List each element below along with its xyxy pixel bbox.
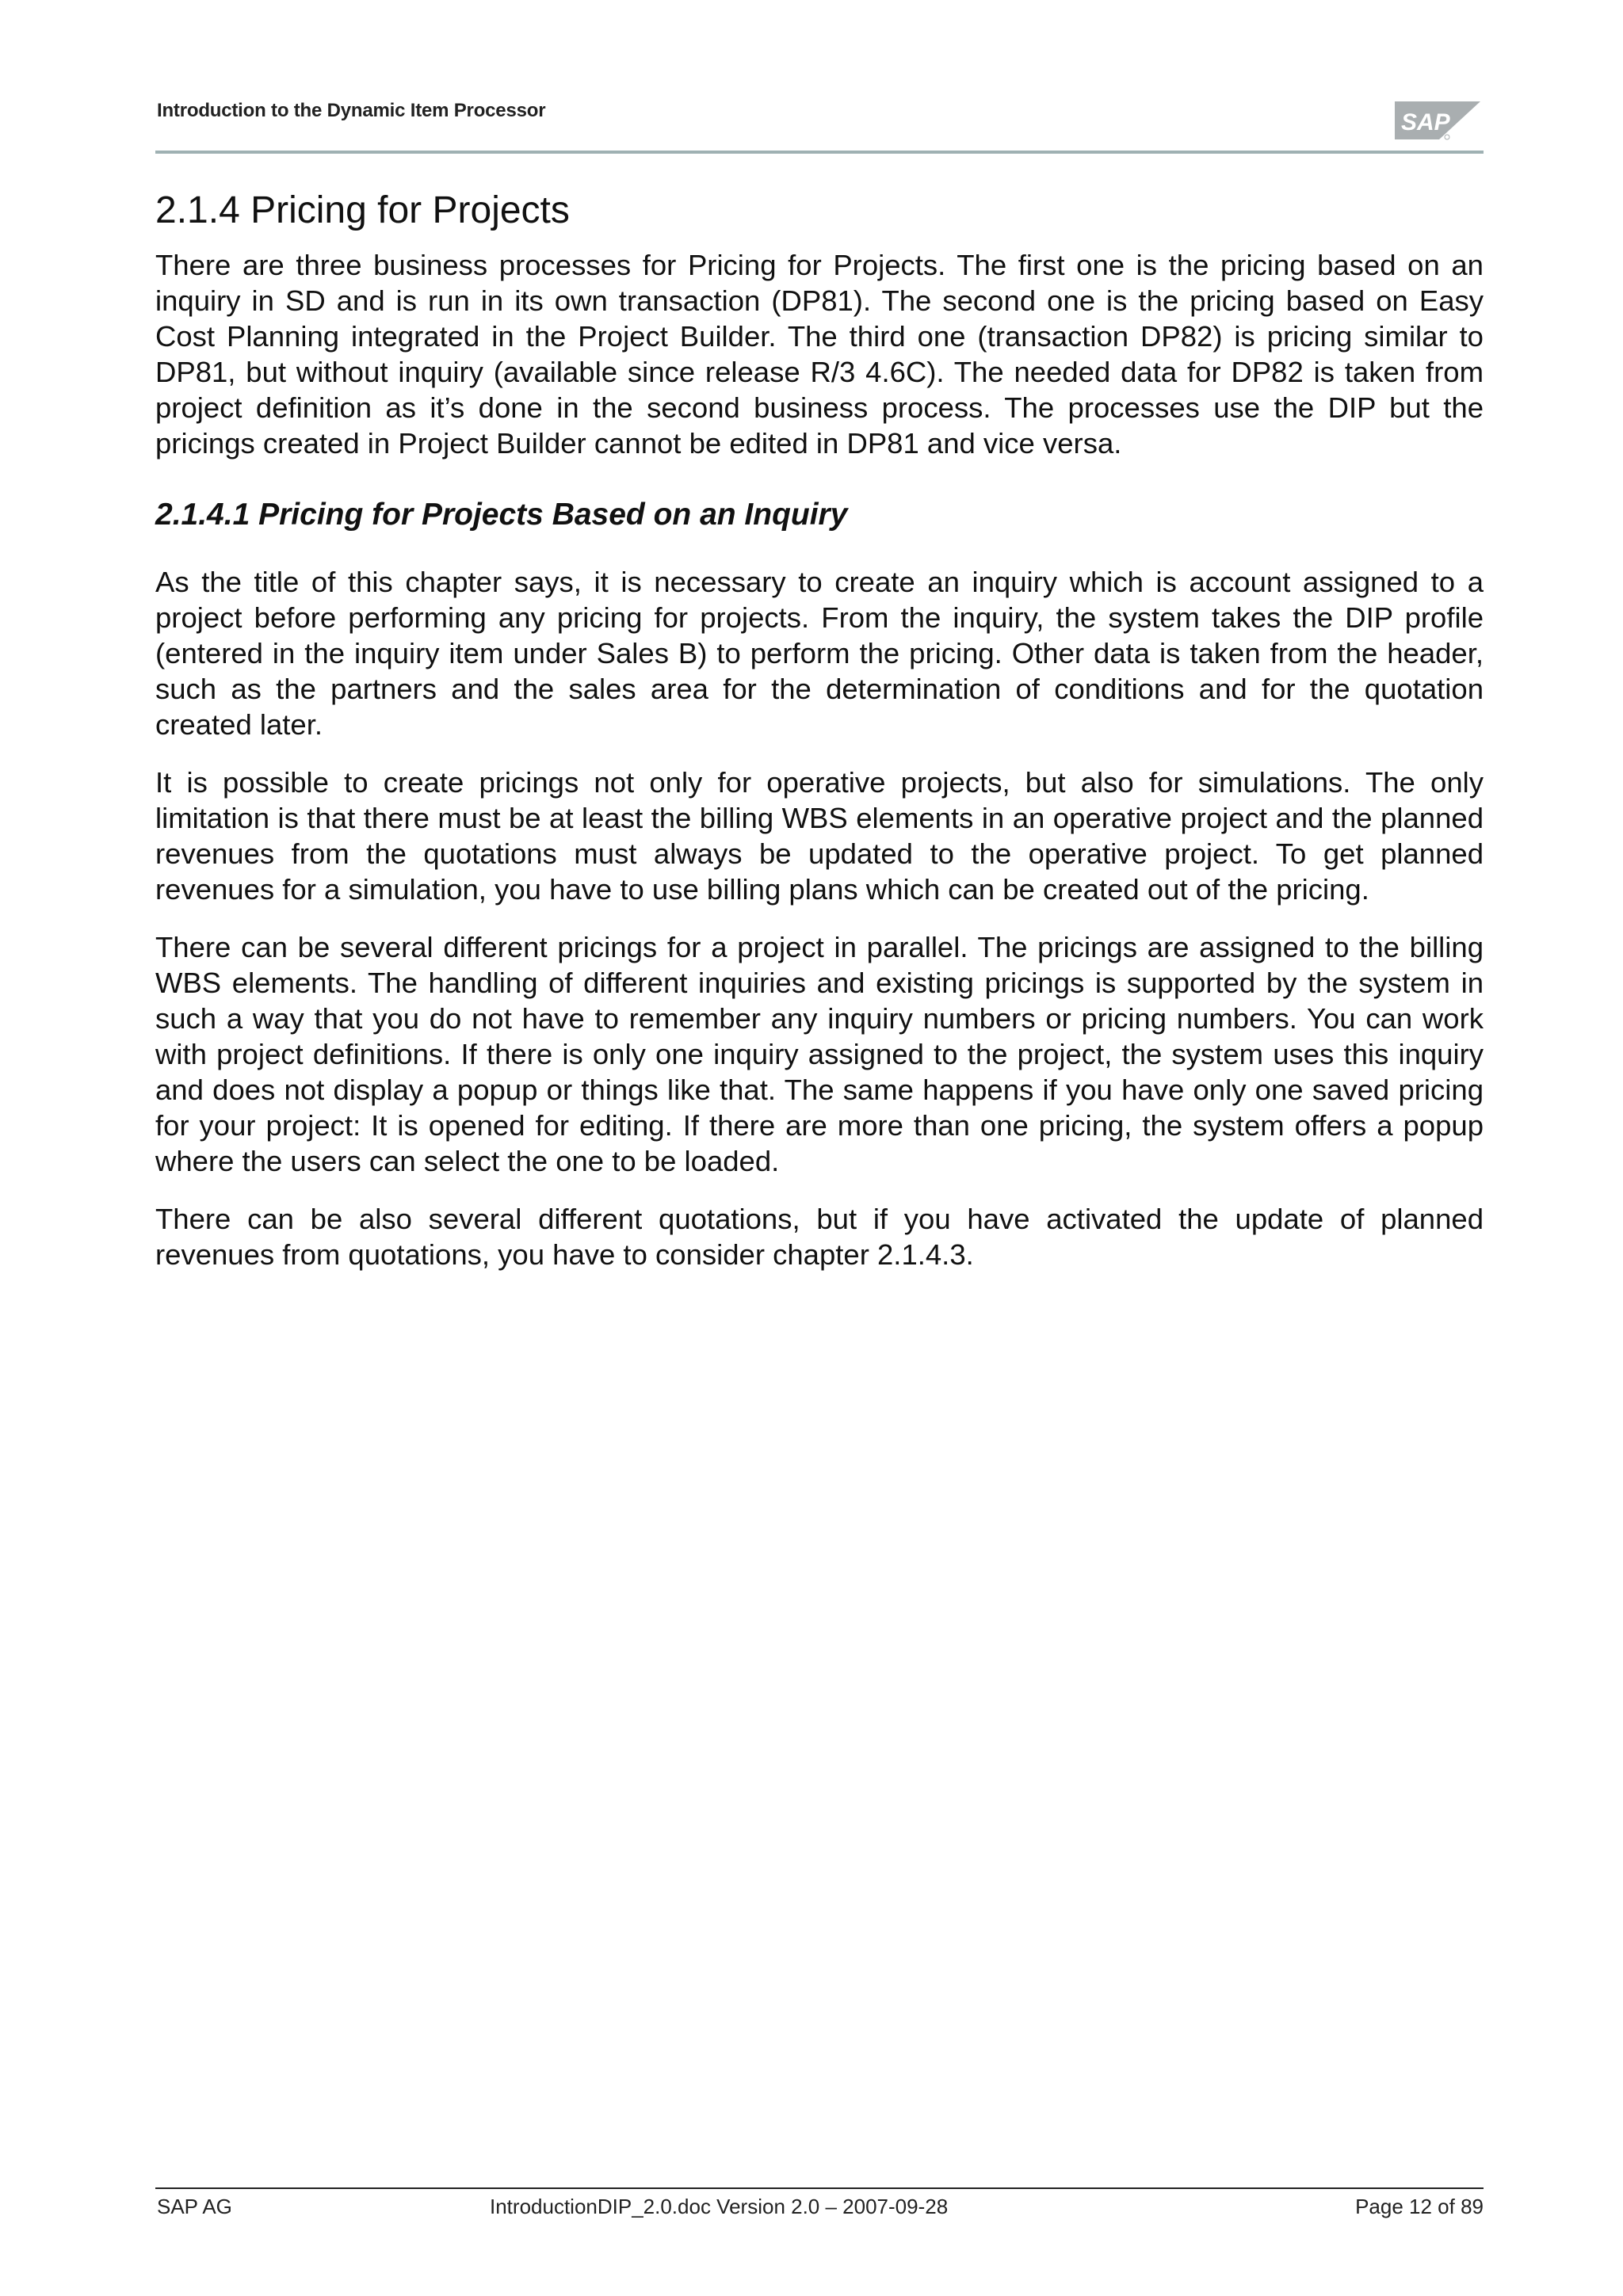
sap-logo <box>1395 98 1480 143</box>
footer-document-info: IntroductionDIP_2.0.doc Version 2.0 – 2007-09-28 <box>490 2195 949 2218</box>
footer-company: SAP AG <box>157 2195 232 2218</box>
body-paragraph: As the title of this chapter says, it is necessary to create an inquiry which is account assigned to a project before performing any pricing for projects. From the inquiry, the system takes the DIP profile (entered in the inquiry item under Sales B) to perform the pricing. Other data is taken from the header, such as the partners and the sales area for the determination of conditions and for the quotation created later. <box>155 566 1484 741</box>
body-paragraph: There can be also several different quotations, but if you have activated the update of planned revenues from quotations, you have to consider chapter 2.1.4.3. <box>155 1203 1484 1271</box>
body-paragraph: There can be several different pricings for a project in parallel. The pricings are assigned to the billing WBS elements. The handling of different inquiries and existing pricings is supported by the system in such a way that you do not have to remember any inquiry numbers or pricing numbers. You can work with project definitions. If there is only one inquiry assigned to the project, the system uses this inquiry and does not display a popup or things like that. The same happens if you have only one saved pricing for your project: It is opened for editing. If there are more than one pricing, the system offers a popup where the users can select the one to be loaded. <box>155 931 1484 1177</box>
footer-page-number: Page 12 of 89 <box>1355 2195 1484 2218</box>
running-header-title: Introduction to the Dynamic Item Processor <box>157 100 546 121</box>
page-body <box>155 247 1484 1295</box>
sap-logo-text: SAP <box>1401 109 1450 135</box>
footer-divider <box>155 2187 1484 2189</box>
body-paragraph: It is possible to create pricings not only for operative projects, but also for simulations. The only limitation is that there must be at least the billing WBS elements in an operative project and the planned revenues from the quotations must always be updated to the operative project. To get planned revenues for a simulation, you have to use billing plans which can be created out of the pricing. <box>155 766 1484 906</box>
section-intro-paragraph: There are three business processes for Pricing for Projects. The first one is the pricing based on an inquiry in SD and is run in its own transaction (DP81). The second one is the pricing based on Easy Cost Planning integrated in the Project Builder. The third one (transaction DP82) is pricing similar to DP81, but without inquiry (available since release R/3 4.6C). The needed data for DP82 is taken from project definition as it’s done in the second business process. The processes use the DIP but the pricings created in Project Builder cannot be edited in DP81 and vice versa. <box>155 249 1484 460</box>
section-heading: 2.1.4 Pricing for Projects <box>155 189 570 232</box>
header-divider <box>155 151 1484 154</box>
subsection-heading: 2.1.4.1 Pricing for Projects Based on an Inquiry <box>155 498 848 532</box>
